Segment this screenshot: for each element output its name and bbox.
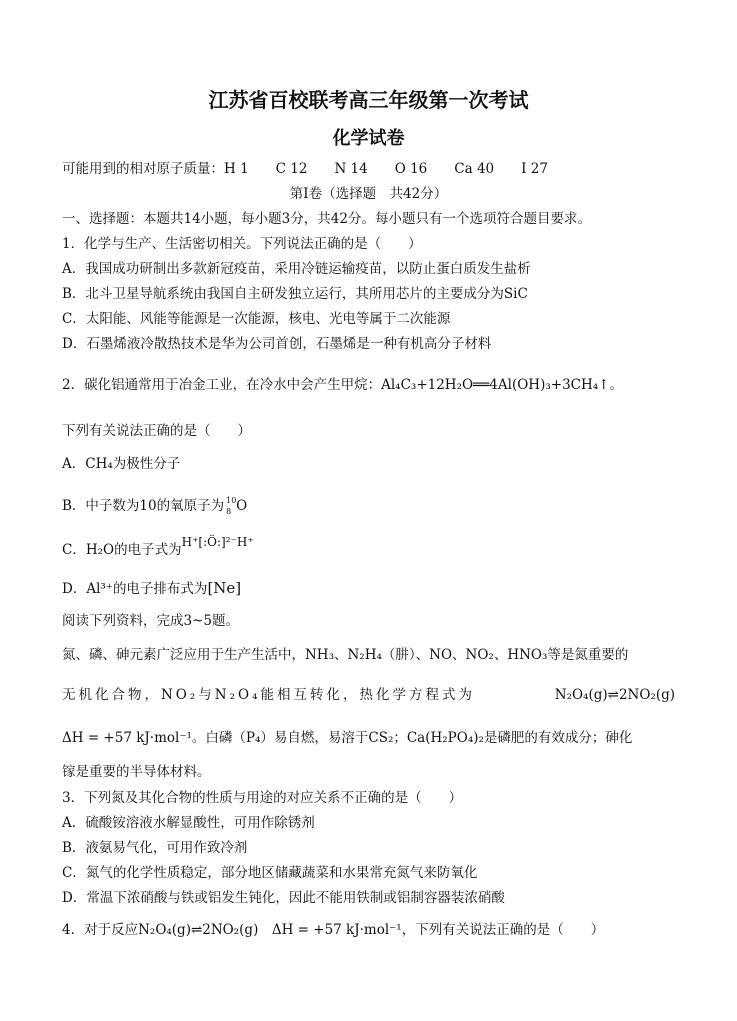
q3-stem: 3．下列氮及其化合物的性质与用途的对应关系不正确的是（ ） — [62, 790, 463, 806]
exam-subtitle: 化学试卷 — [332, 128, 405, 149]
reading-para-line-1: 氮、磷、砷元素广泛应用于生产生活中，NH₃、N₂H₄（肼）、NO、NO₂、HNO₃等是氮重要的 — [62, 647, 629, 663]
q3-option-b: B．液氨易气化，可用作致冷剂 — [62, 840, 248, 856]
q2-stem-text: 2．碳化铝通常用于冶金工业，在冷水中会产生甲烷： — [62, 377, 382, 393]
section-title: 第Ⅰ卷（选择题 共42分） — [289, 186, 448, 202]
q2-a-formula: CH₄ — [85, 456, 113, 472]
q1-option-a: A．我国成功研制出多款新冠疫苗，采用冷链运输疫苗，以防止蛋白质发生盐析 — [62, 261, 531, 277]
q2-option-d — [62, 579, 241, 598]
mass-number: 10 — [226, 496, 237, 505]
reading-equation: N₂O₄(g)⇌2NO₂(g) — [554, 687, 675, 703]
q2-option-c — [62, 535, 254, 559]
q2-c-label: C． — [62, 542, 86, 558]
atomic-mass-line: 可能用到的相对原子质量：H 1 C 12 N 14 O 16 Ca 40 I 27 — [62, 161, 548, 177]
q2-stem2: 下列有关说法正确的是（ ） — [62, 423, 251, 439]
q2-b-text: B．中子数为10的氧原子为 — [62, 498, 225, 514]
reading-para-line-2 — [62, 686, 675, 704]
reading-para-line-3: ΔH = +57 kJ·mol⁻¹。白磷（P₄）易自燃，易溶于CS₂；Ca(H₂PO₄)₂是磷肥的有效成分；砷化 — [62, 730, 633, 746]
q1-stem: 1．化学与生产、生活密切相关。下列说法正确的是（ ） — [62, 236, 422, 252]
q2-option-a — [62, 455, 180, 473]
reading-para-line-2-text: 无机化合物，NO₂与N₂O₄能相互转化，热化学方程式为 — [62, 687, 475, 703]
exam-title: 江苏省百校联考高三年级第一次考试 — [208, 88, 529, 112]
q2-d-ion: Al³⁺ — [86, 581, 113, 597]
q2-a-text: 为极性分子 — [112, 456, 181, 472]
atomic-number: 8 — [226, 507, 232, 516]
q2-d-label: D． — [62, 581, 87, 597]
q2-b-nuclide — [224, 496, 237, 516]
q2-a-label: A． — [62, 456, 86, 472]
reading-intro: 阅读下列资料，完成3~5题。 — [62, 613, 239, 629]
q2-stem: 2．碳化铝通常用于冶金工业，在冷水中会产生甲烷：Al₄C₃+12H₂O══4Al(OH)₃+3CH₄↑。 — [62, 377, 623, 393]
q1-option-b: B．北斗卫星导航系统由我国自主研发独立运行，其所用芯片的主要成分为SiC — [62, 286, 528, 302]
q3-option-c: C．氮气的化学性质稳定，部分地区储藏蔬菜和水果常充氮气来防氧化 — [62, 865, 478, 881]
q3-option-a: A．硫酸铵溶液水解显酸性，可用作除锈剂 — [62, 815, 315, 831]
q3-option-d: D．常温下浓硝酸与铁或铝发生钝化，因此不能用铁制或铝制容器装浓硝酸 — [62, 890, 505, 906]
q2-c-formula: H₂O — [85, 542, 115, 558]
reading-para-line-4: 镓是重要的半导体材料。 — [62, 764, 211, 780]
q2-option-b — [62, 496, 247, 515]
q2-equation: Al₄C₃+12H₂O══4Al(OH)₃+3CH₄↑ — [381, 377, 610, 393]
q2-d-text: 的电子排布式为 — [112, 581, 208, 597]
q2-c-text: 的电子式为 — [114, 542, 182, 558]
q1-option-c: C．太阳能、风能等能源是一次能源，核电、光电等属于二次能源 — [62, 311, 451, 327]
q1-option-d: D．石墨烯液冷散热技术是华为公司首创，石墨烯是一种有机高分子材料 — [62, 336, 492, 352]
q2-b-symbol: O — [236, 498, 248, 514]
section-intro: 一、选择题：本题共14小题，每小题3分，共42分。每小题只有一个选项符合题目要求。 — [62, 211, 591, 227]
q2-d-config: [Ne] — [207, 579, 242, 597]
q2-c-lewis-structure: H⁺[:Ö:]²⁻H⁺ — [181, 535, 254, 549]
q4-stem: 4．对于反应N₂O₄(g)⇌2NO₂(g) ΔH = +57 kJ·mol⁻¹，下列有关说法正确的是（ ） — [62, 922, 605, 938]
